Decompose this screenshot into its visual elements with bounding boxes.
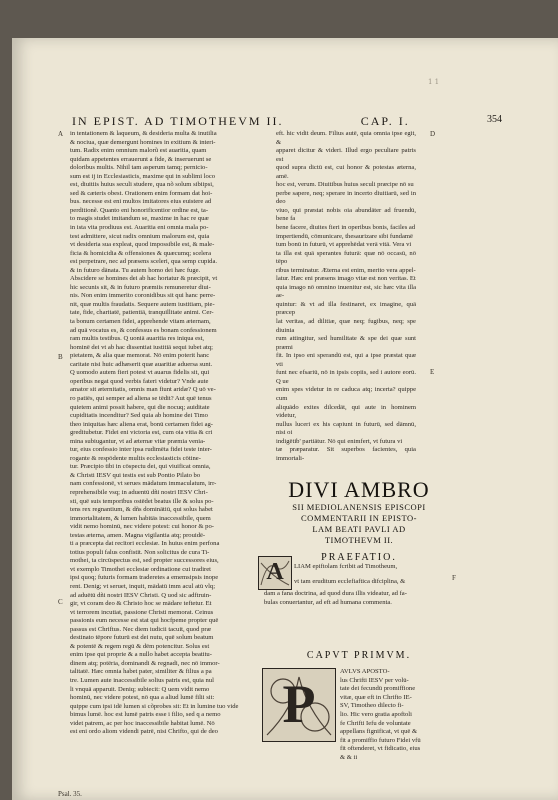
left-line: perditionẽ. Quanto eni honorificentior ordine est, ta- [70,206,209,214]
left-line: & in futuro dānata. Tu autem homo dei hæc fuge. [70,266,201,274]
left-line: theo iniquitas hæc aliena erat, bonū certamen fidei ag- [70,420,213,428]
left-line: enim ipse qui proprie & a nullo habet accepta beatitu- [70,651,212,659]
chapter-text-line: fit a promiffio futuro Fidei vfū [340,736,421,744]
left-line: & potentē & regem regū & dēm potencitur. Solus est [70,642,210,650]
right-line: rum attingitur, sed humilitate & spe dei quæ sunt præmi [276,335,416,351]
right-line: aliquādo exites dilcedāt, qui aute in hominem videtur, [276,403,416,420]
margin-letter-b: B [58,353,63,361]
left-line: Abscidere se homines dei ab hac hortatur & præcipit, vt [70,275,218,283]
left-line: rogante & respōdente multis ecclesiasticis cōtine- [70,454,201,462]
left-line: est, diuitiis huius seculi studere, qua nõ solum sibiipsi, [70,181,214,189]
left-line: caritate nisi huic adhæserit quæ auaritiæ aduersa sunt. [70,360,213,368]
decorated-initial-a: A [258,556,292,590]
left-line: hic secunis sit, & in futuro præmiis remuneretur diui- [70,283,211,291]
right-line: ribus terminatur. Æterna est enim, merito vera appel- [276,266,416,274]
running-header [72,114,502,129]
left-line: amator sit æternitatis, omnis man fiunt aridæ? Q uō ve- [70,386,216,394]
right-line: tum bonū in futurū, vt apprehēdat verā vitā. Vera vi [276,241,412,249]
left-line: tate, fide, charitatē, patientiā, tranquillitate animi. Cer- [70,309,214,317]
margin-letter-c: C [58,598,63,606]
left-line: ad aduētū dñi nostri IESV Christi. Q uod sic adftruin- [70,591,212,599]
left-line: gir, vt coram deo & Christo hoc se mādare teftetur. Et [70,600,212,608]
right-line: viuo, qui præstat nobis oia abundāter ad fruendū, bene fa [276,206,416,223]
right-line: tæ præparatur. Sit superbos facientes, quia immortali- [276,446,416,460]
right-line: impertiendū, cōmunicare, thesaurizare sibi fundamē [276,232,413,240]
title-large: DIVI AMBRO [288,477,430,502]
left-line: vt terrorem incutiat, passione Christi memorat. Ceinus [70,608,214,616]
left-line: vidit nemo hominū, nec videre potest: cui honor & po- [70,523,214,531]
praefatio-heading: PRAEFATIO. [321,552,397,563]
header-page-number: 354 [487,114,502,125]
faint-page-number: 1 1 [428,78,440,86]
book-page [12,38,558,800]
right-column-text [276,130,416,460]
left-line: quietem animi possit habere, qui die nocuq; auiditate [70,403,210,411]
chapter-text-line: fe Chrifti Iefu de voluntate [340,719,411,727]
left-line: cupiditatis incenditur? Sed quia ab homine dei Timo [70,412,208,420]
right-line: ta illa est quā sperantes futurā: quæ nō occasū, nō tēpo [276,249,416,266]
left-line: pietatem, & alia quæ memorat. Nō enim poterit hanc [70,352,210,360]
chapter-text-line: & & ii [340,753,358,761]
left-line: Q uomodo autem fieri potest vt auarus fidelis sit, qui [70,369,210,377]
left-line: ipsi quoq; futuris formam traderetes a ememsipsis inope [70,574,219,582]
praefatio-line: dam a fana doctrina, ad quod dura illis videatur, ad fa- [264,590,407,597]
margin-letter-f: F [452,574,456,582]
left-line: destinato tēpore futurū est dei nutu, quē solum beatum [70,634,214,642]
chapter-heading: CAPVT PRIMVM. [306,650,412,661]
left-line: est eni ordo aliom videndi patrē, nisi Chrifto, qui de deo [70,728,218,736]
header-title: IN EPIST. AD TIMOTHEVM II. [72,114,284,128]
left-line: hominū, nec videre potest, nō qua a aliud lumē filii sit: [70,694,215,702]
left-line: sum est ij in Ecclesiasticis, maxime qui in sublimi loco [70,172,216,180]
praefatio-line: LIAM epiftolam fcribit ad Timotheum, [294,562,398,570]
left-line: in ista vita prodiuus est. Auaritia eni omnia mala po- [70,224,209,232]
left-line: testas æterna, amen. Magna vigilantia atq; prouidē- [70,531,206,539]
chapter-text-line: tate dei fecundū promiffione [340,685,416,693]
decorated-initial-p: P [262,668,336,742]
praefatio-text-continued [264,590,442,610]
right-line: hoc est, verum. Diuitibus huius seculi præcipe nō su [276,181,414,189]
left-line: vt exemplo Timothei ecclesiæ ordinatione cui tradiret [70,565,212,573]
left-line: ram multis testibus. Q uoniā auaritia res iniqua est, [70,335,205,343]
left-line: videt patrem, ac per hoc inaccessibile habitat lumē. Nō [70,719,215,727]
left-line: ficia & homicidia & offensiones & quæcumq; scelera [70,249,212,257]
right-line: nullus luceri ex his capiunt in futurū, sed dāmnū, nisi oi [276,420,416,437]
left-line: tum. Radix enim omnium malorũ est auaritia, quam [70,147,207,155]
left-line: talitatē. Hæc omnia habet pater, similiter & filius a pa [70,668,212,676]
margin-letter-e: E [430,368,435,376]
left-line: dinem atq; potēria, dominandi & regnadi, nec nō immor- [70,659,220,667]
chapter-text-line: lio. Hic vero gratia apoftoli [340,710,412,718]
left-line: & Christi IESV qui testis est sub Pontio Pilato bo [70,471,201,479]
left-line: to magis studet imitandum se, maxime in hac re quæ [70,215,209,223]
title-line-4: TIMOTHEVM II. [324,535,394,545]
right-line: enim spes videtur in re caduca atq; incerta? quippe cum [276,386,416,402]
left-line: tur, eius confessio inter ipsa rudimēta fidei teste inter- [70,446,212,454]
left-line: mothei, ta circūspectus est, sed propter successores eius, [70,557,219,565]
margin-letter-a: A [58,130,64,138]
right-line: eft. hic vidit deum. Filius autē, quia omnia ipse egit, & [276,130,416,146]
title-line-3: LAM BEATI PAVLI AD [312,524,406,534]
left-line: & nociua, quæ demergunt homines in exitium & interi- [70,138,216,146]
right-line: apparet dicitur & videri. Illud ergo peculiare patris est [276,147,416,163]
left-line: immortalitatem, & lumen habitās inaccessibile, quem [70,514,211,522]
left-line: tur. Præcipio tibi in cōspectu dei, qui viuificat omnia, [70,463,211,471]
right-line: perbe sapere, neq; sperare in incerto diuitiarū, sed in deo [276,189,416,206]
left-line: vt desideria sua expleat, quod impossibile est, & male- [70,241,215,249]
left-line: tens rex regnantium, & dñs dominātiū, qui solus habet [70,506,213,514]
left-line: nis. Non enim immerito coronidibus sit qui hanc perre- [70,292,216,300]
left-line: quippe cum ipsi idē lumen si cõprobes sit: Et in lumine tuo vide [70,702,239,710]
left-line: hominē dei vt ab hac dissentiat iustitiā sequi iubet atq; [70,343,214,351]
left-line: operibus negat quod verbis fateri videtur? Vnde aute [70,377,209,385]
left-line: passus est Chriftus. Nec diem iudicii tacuit, quod præ [70,625,212,633]
right-line: indigētib' partiātur. Nō qui enimfert, vt futura vi [276,437,403,445]
right-line: lat veritas, ad dilitiæ, quæ neq; fugibus, neq; spe diuinia [276,318,416,334]
right-line: quintur: & vt ad illa festinaret, ex imagine, quā præcep [276,300,416,317]
left-line: ti a præcepta dat recītori ecclesiæ. In huius enim perfona [70,540,220,548]
left-line: ta bonum certamen fidei, apprehende vitam æternam, [70,318,211,326]
chapter-text-line: lus Chrifti IESV per volū- [340,676,409,684]
left-line: greditubetur. Fidei eni victoria est, cum oia vitia & cri [70,429,213,437]
praefatio-line: bulas conuertantur, ad eft ad humana commenta. [264,598,392,606]
right-line: quia imago nō omnino inuenitur est, sic hæc vita illa ae- [276,283,416,300]
left-line: doloribus multis. Nihil tam asperum tamq; pernicio- [70,164,208,172]
left-line: rent. Denig; vt seruet, inquit, mādatū imm acul atū vlq; [70,582,216,590]
praefatio-text [294,556,442,590]
left-line: sed & cæteris obest. Orationem enim formam dat hoi- [70,189,213,197]
margin-note-psal: Psal. 35. [58,790,82,798]
chapter-text-line: AVLVS APOSTO- [340,668,390,675]
left-line: totius populi falus confistit. Non solicitus de cura Ti- [70,548,210,556]
left-line: li vnquā apparuit. Deniq; subiecit: Q uem vidit nemo [70,685,210,693]
treatise-title [264,478,454,563]
praefatio-line: vt tam eruditum ecclefiaftica difciplina, & [294,577,406,585]
chapter-text-line: vitæ, quæ eft in Chrifto IE- [340,693,412,701]
left-line: reprehensibile vsq; in aduentū dñi nostri IESV Chri- [70,488,208,496]
margin-letter-d: D [430,130,436,138]
left-line: nit, quæ multis fraudatis. Sequere autem iustitiam, pie- [70,300,215,308]
left-line: passionis eum necesse est stat qui hocfpeme propter quē [70,617,219,625]
left-line: in tentationem & laqueum, & desideria multa & inutilia [70,130,217,137]
left-column-text [70,130,250,800]
title-line-1: SII MEDIOLANENSIS EPISCOPI [292,502,426,512]
left-line: est perpetrare, nec ad præsens sceleri, qua semp cupida. [70,258,218,266]
chapter-text-line: appellans fignificat, vt quē & [340,728,418,736]
left-line: bimus lumē. hoc est lumē patris esse i filio, sed q a nemo [70,711,221,719]
left-line: test admittere, sicut radix omnium malorum est, quia [70,232,210,240]
right-line: quod supra dictū est, cui honor & potestas æterna, amē. [276,164,416,180]
title-line-2: COMMENTARII IN EPISTO- [301,513,417,523]
right-line: bene facere, diuites fieri in operibus bonis, faciles ad [276,224,416,232]
right-line: fit. In ipso eni sperandū est, qui a ipse præstat quæ vti [276,352,416,368]
left-line: tre. Lumen aute inaccessibile solius patris est, quia nul [70,677,214,684]
left-line: sti, quē suis temporibus ostēdet beatus ille & solus po- [70,497,214,505]
left-line: quidam appetentes errauerunt a fide, & inseruerunt se [70,155,212,163]
left-line: ad quā vocatus es, & confessus es bonam confessionem [70,326,217,334]
left-line: ro patiēs, qui semper ad aliena se tēdit? Aut quē tenus [70,394,212,402]
right-line: funt nec efsariū, nō in ipsis copiis, sed i autore eorū. Q ue [276,369,416,385]
left-line: nam confessionē, vt serues mādatum immaculatum, irr- [70,480,217,488]
right-line: latur. Hæc eni præsens imago vitæ est non veritas. Et [276,275,416,283]
header-chapter: CAP. I. [360,114,410,128]
chapter-text-line: SV, Timotheo dilecto fi- [340,702,404,710]
chapter-text-line: fit oftenderet, vt fidicatio, eius [340,745,421,753]
left-line: mina subiugantur, vt ad æternæ vitæ præmia venia- [70,437,206,445]
left-line: bus. necesse est eni multos imitatores eius euistere ad [70,198,212,206]
chapter-text [340,668,452,763]
